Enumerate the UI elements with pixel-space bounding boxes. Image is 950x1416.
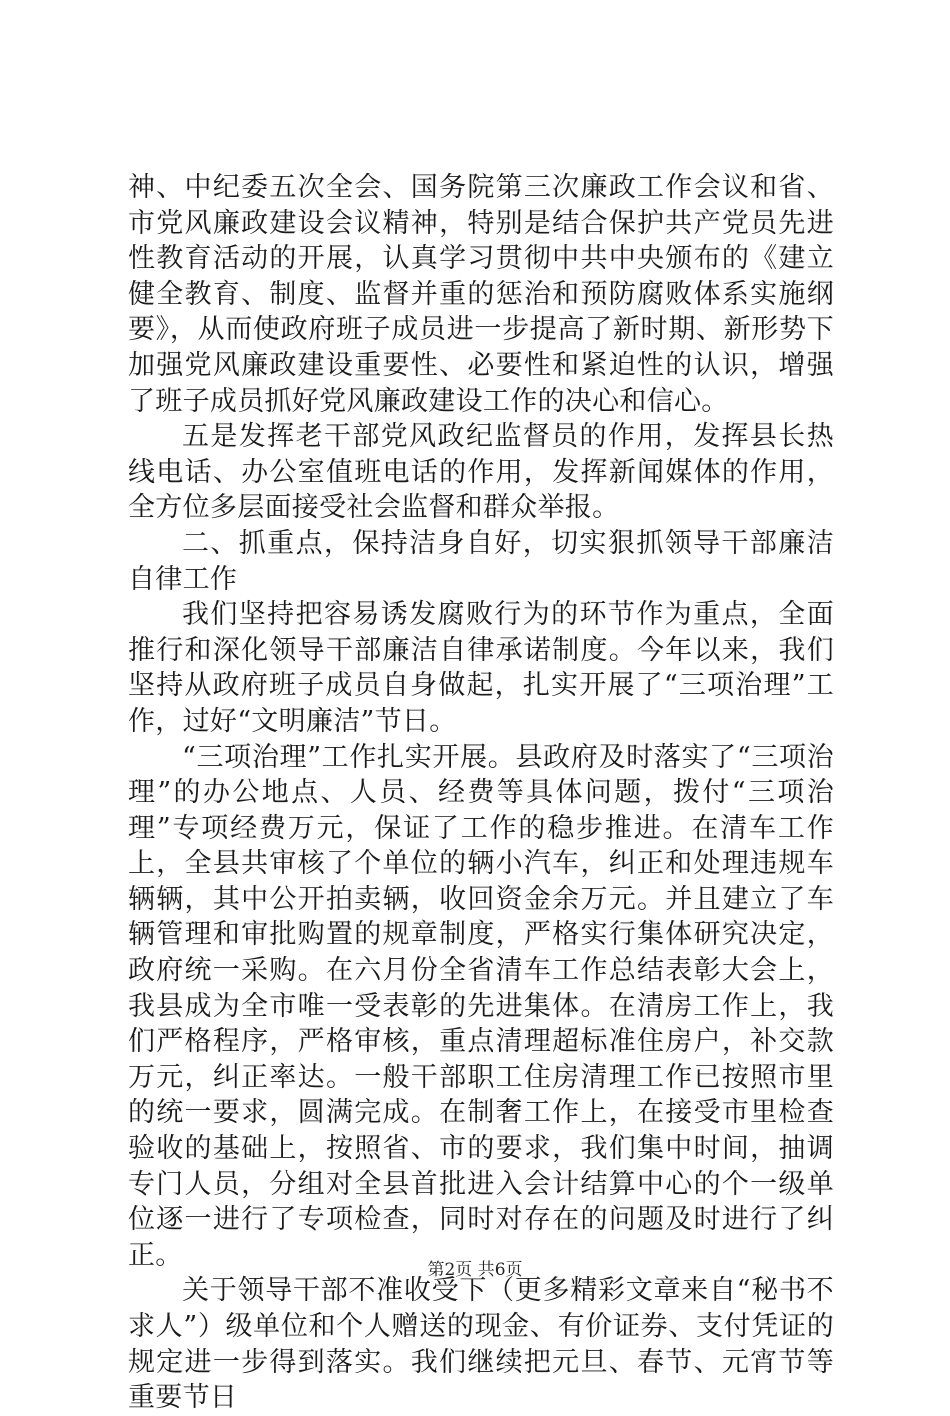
paragraph-continuation: 神、中纪委五次全会、国务院第三次廉政工作会议和省、市党风廉政建设会议精神，特别是结合保护共产党员先进性教育活动的开展，认真学习贯彻中共中央颁布的《建立健全教育、制度、监督并重的惩治和预防腐败体系实施纲要》，从而使政府班子成员进一步提高了新时期、新形势下加强党风廉政建设重要性、必要性和紧迫性的认识，增强了班子成员抓好党风廉政建设工作的决心和信心。 — [128, 172, 834, 417]
paragraph-key-focus: 我们坚持把容易诱发腐败行为的环节作为重点，全面推行和深化领导干部廉洁自律承诺制度。今年以来，我们坚持从政府班子成员自身做起，扎实开展了“三项治理”工作，过好“文明廉洁”节日。 — [128, 599, 834, 737]
document-body — [128, 170, 834, 1416]
section-heading-two: 二、抓重点，保持洁身自好，切实狠抓领导干部廉洁自律工作 — [128, 527, 834, 595]
paragraph-gift-rules: 关于领导干部不准收受下（更多精彩文章来自“秘书不求人”）级单位和个人赠送的现金、有价证券、支付凭证的规定进一步得到落实。我们继续把元旦、春节、元宵节等重要节日 — [128, 1275, 834, 1414]
paragraph-point-five: 五是发挥老干部党风政纪监督员的作用，发挥县长热线电话、办公室值班电话的作用，发挥新闻媒体的作用，全方位多层面接受社会监督和群众举报。 — [128, 421, 834, 524]
paragraph-three-governance: “三项治理”工作扎实开展。县政府及时落实了“三项治理”的办公地点、人员、经费等具体问题，拨付“三项治理”专项经费万元，保证了工作的稳步推进。在清车工作上，全县共审核了个单位的辆小汽车，纠正和处理违规车辆辆，其中公开拍卖辆，收回资金余万元。并且建立了车辆管理和审批购置的规章制度，严格实行集体研究决定，政府统一采购。在六月份全省清车工作总结表彰大会上，我县成为全市唯一受表彰的先进集体。在清房工作上，我们严格程序，严格审核，重点清理超标准住房户，补交款万元，纠正率达。一般干部职工住房清理工作已按照市里的统一要求，圆满完成。在制奢工作上，在接受市里检查验收的基础上，按照省、市的要求，我们集中时间，抽调专门人员，分组对全县首批进入会计结算中心的个一级单位逐一进行了专项检查，同时对存在的问题及时进行了纠正。 — [128, 741, 834, 1271]
page-number-footer: 第2页 共6页 — [427, 1260, 523, 1280]
